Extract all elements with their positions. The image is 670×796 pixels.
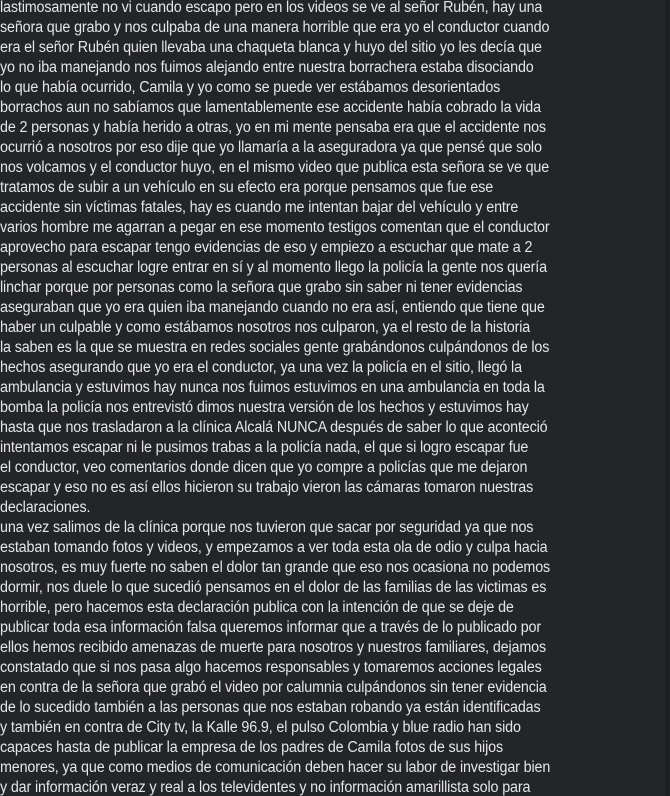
text-line: bomba la policía nos entrevistó dimos nuestra versión de los hechos y estuvimos hay: [0, 399, 529, 416]
text-line: declaraciones.: [0, 499, 91, 516]
text-line: de 2 personas y había herido a otras, yo en mi mente pensaba era que el accidente nos: [0, 119, 546, 136]
text-line: linchar porque por personas como la señora que grabo sin saber ni tener evidencias: [0, 279, 523, 296]
text-line: la saben es la que se muestra en redes sociales gente grabándonos culpándonos de los: [0, 339, 550, 356]
text-line: y dar información veraz y real a los televidentes y no información amarillista solo para: [0, 779, 531, 796]
text-line: el conductor, veo comentarios donde dicen que yo compre a policías que me dejaron: [0, 459, 528, 476]
text-line: haber un culpable y como estábamos nosotros nos culparon, ya el resto de la historia: [0, 319, 531, 336]
text-line: accidente sin víctimas fatales, hay es cuando me intentan bajar del vehículo y entre: [0, 199, 519, 216]
text-line: yo no iba manejando nos fuimos alejando entre nuestra borrachera estaba disociando: [0, 59, 534, 76]
text-line: borrachos aun no sabíamos que lamentablemente ese accidente había cobrado la vida: [0, 99, 541, 116]
text-line: varios hombre me agarran a pegar en ese momento testigos comentan que el conductor: [0, 219, 550, 236]
text-line: capaces hasta de publicar la empresa de los padres de Camila fotos de sus hijos: [0, 739, 503, 756]
text-line: en contra de la señora que grabó el video por calumnia culpándonos sin tener evidencia: [0, 679, 547, 696]
text-line: tratamos de subir a un vehículo en su efecto era porque pensamos que fue ese: [0, 179, 494, 196]
text-line: ellos hemos recibido amenazas de muerte para nosotros y nuestros familiares, dejamos: [0, 639, 546, 656]
text-line: estaban tomando fotos y videos, y empezamos a ver toda esta ola de odio y culpa hacia: [0, 539, 548, 556]
text-line: y también en contra de City tv, la Kalle 96.9, el pulso Colombia y blue radio han sido: [0, 719, 521, 736]
text-line: horrible, pero hacemos esta declaración publica con la intención de que se deje de: [0, 599, 514, 616]
text-line: aprovecho para escapar tengo evidencias de eso y empiezo a escuchar que mate a 2: [0, 239, 533, 256]
text-line: era el señor Rubén quien llevaba una chaqueta blanca y huyo del sitio yo les decía que: [0, 39, 542, 56]
text-line: escapar y eso no es así ellos hicieron su trabajo vieron las cámaras tomaron nuestras: [0, 479, 534, 496]
text-line: ocurrió a nosotros por eso dije que yo llamaría a la aseguradora ya que pensé que solo: [0, 139, 542, 156]
text-line: publicar toda esa información falsa queremos informar que a través de lo publicado por: [0, 619, 541, 636]
text-line: menores, ya que como medios de comunicación deben hacer su labor de investigar bien: [0, 759, 551, 776]
text-line: lastimosamente no vi cuando escapo pero en los videos se ve al señor Rubén, hay una: [0, 0, 543, 16]
text-line: hasta que nos trasladaron a la clínica Alcalá NUNCA después de saber lo que aconteció: [0, 419, 548, 436]
text-line: hechos asegurando que yo era el conductor, ya una vez la policía en el sitio, llegó la: [0, 359, 522, 376]
text-line: nosotros, es muy fuerte no saben el dolor tan grande que eso nos ocasiona no podemos: [0, 559, 551, 576]
text-line: señora que grabo y nos culpaba de una manera horrible que era yo el conductor cuando: [0, 19, 550, 36]
text-line: una vez salimos de la clínica porque nos tuvieron que sacar por seguridad ya que nos: [0, 519, 534, 536]
text-line: dormir, nos duele lo que sucedió pensamos en el dolor de las familias de las victimas es: [0, 579, 547, 596]
text-line: intentamos escapar ni le pusimos trabas a la policía nada, el que si logro escapar fue: [0, 439, 529, 456]
text-line: constatado que si nos pasa algo hacemos responsables y tomaremos acciones legales: [0, 659, 542, 676]
text-line: aseguraban que yo era quien iba manejando cuando no era así, entiendo que tiene que: [0, 299, 545, 316]
text-line: ambulancia y estuvimos hay nunca nos fuimos estuvimos en una ambulancia en toda la: [0, 379, 545, 396]
text-line: nos volcamos y el conductor huyo, en el mismo video que publica esta señora se ve que: [0, 159, 550, 176]
text-line: lo que había ocurrido, Camila y yo como se puede ver estábamos desorientados: [0, 79, 501, 96]
scrollbar-track[interactable]: [665, 0, 670, 796]
text-line: personas al escuchar logre entrar en sí y al momento llego la policía la gente nos quería: [0, 259, 547, 276]
text-line: de lo sucedido también a las personas que nos estaban robando ya están identificadas: [0, 699, 541, 716]
